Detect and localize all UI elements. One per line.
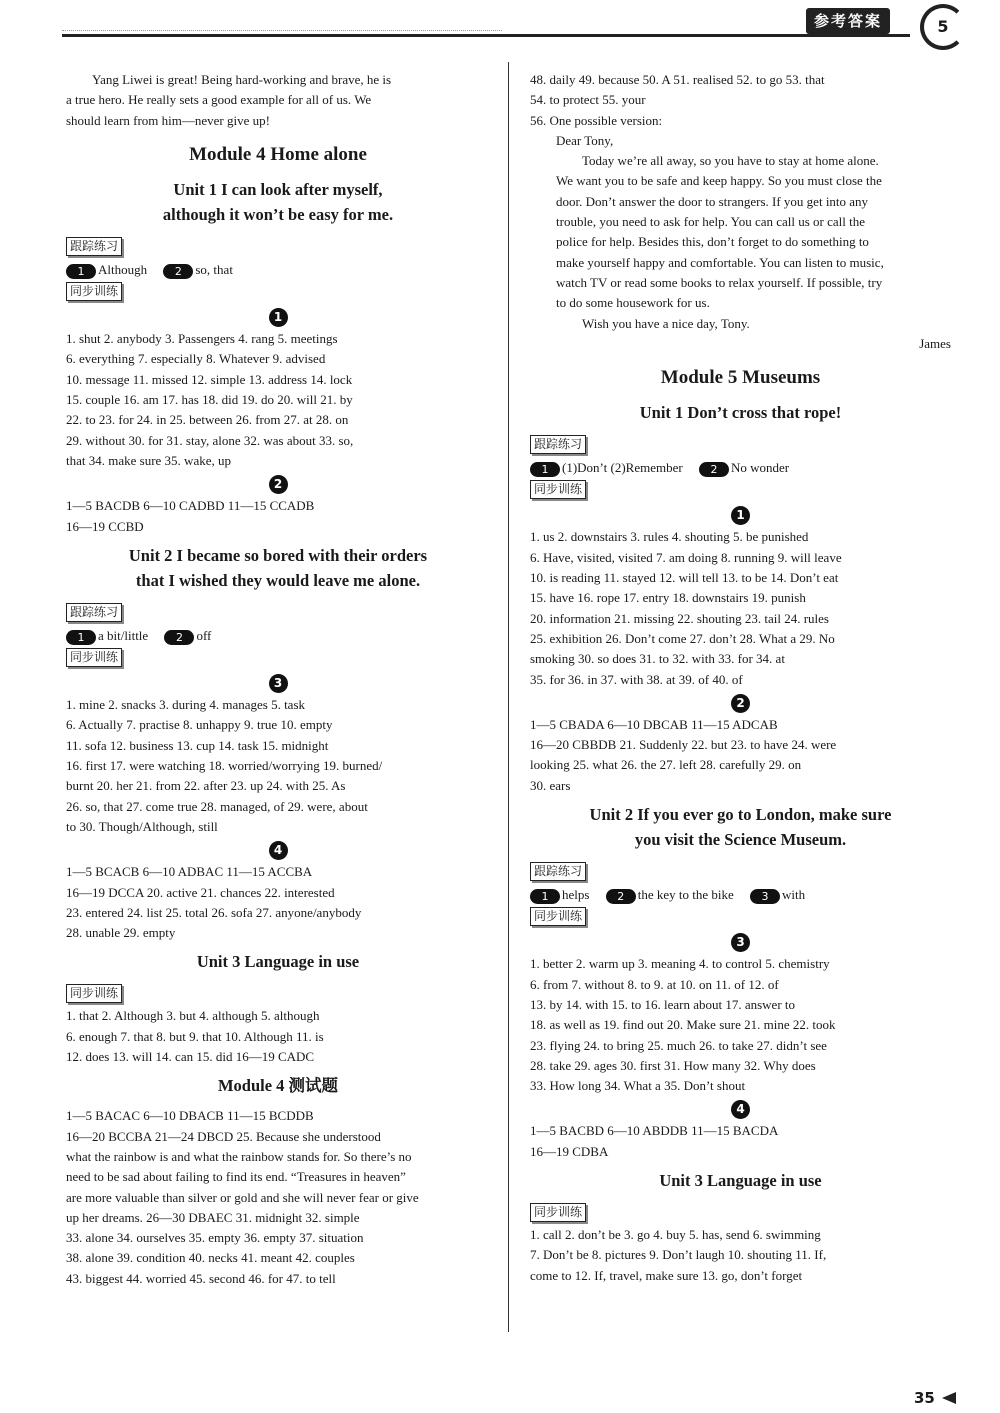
answer-line: 1—5 BACBD 6—10 ABDDB 11—15 BACDA: [530, 1123, 779, 1139]
answer-line: 1—5 BACDB 6—10 CADBD 11—15 CCADB: [66, 498, 315, 514]
answer-text: so, that: [195, 261, 233, 277]
answer-text: the key to the bike: [637, 887, 734, 903]
answer-block: [530, 954, 951, 1096]
answer-line: 23. entered 24. list 25. total 26. sofa 27. anyone/anybody: [66, 904, 362, 920]
left-column: [66, 70, 490, 1289]
answer-line: 6. from 7. without 8. to 9. at 10. on 11. of 12. of: [530, 976, 779, 992]
sync-training-tag: 同步训练: [66, 282, 122, 301]
letter-line: to do some housework for us.: [556, 295, 710, 311]
letter-line: watch TV or read some books to relax yourself. If possible, try: [556, 274, 883, 290]
answer-line: 23. flying 24. to bring 25. much 26. to take 27. didn’t see: [530, 1037, 827, 1053]
answer-block: [530, 527, 951, 689]
answer-line: to 30. Though/Although, still: [66, 818, 218, 834]
answer-line: burnt 20. her 21. from 22. after 23. up 24. with 25. As: [66, 778, 346, 794]
answer-line: 16—19 CCBD: [66, 518, 144, 534]
answer-text: helps: [562, 887, 590, 903]
answer-line: smoking 30. so does 31. to 32. with 33. for 34. at: [530, 651, 785, 667]
answer-line: 16—20 BCCBA 21—24 DBCD 25. Because she understood: [66, 1128, 381, 1144]
sync-training-tag: 同步训练: [530, 480, 586, 499]
answer-line: 54. to protect 55. your: [530, 92, 646, 108]
number-badge: 1: [66, 630, 96, 645]
title-line: Unit 2 I became so bored with their orders: [128, 545, 428, 565]
intro-paragraph: [66, 70, 490, 131]
letter-line: police for help. Besides this, don’t forget to do something to: [556, 234, 869, 250]
title-line: that I wished they would leave me alone.: [135, 570, 421, 590]
answer-line: 28. unable 29. empty: [66, 925, 176, 941]
answer-line: 29. without 30. for 31. stay, alone 32. was about 33. so,: [66, 432, 354, 448]
answer-line: that 34. make sure 35. wake, up: [66, 452, 231, 468]
sync-training-tag: 同步训练: [530, 907, 586, 926]
answer-block: [530, 1225, 951, 1286]
unit-2-title: [66, 543, 490, 593]
answer-block: [66, 862, 490, 943]
answer-line: 10. message 11. missed 12. simple 13. address 14. lock: [66, 371, 353, 387]
answer-text: No wonder: [730, 460, 790, 476]
answer-line: 11. sofa 12. business 13. cup 14. task 15. midnight: [66, 737, 329, 753]
module-5-title: Module 5 Museums: [660, 367, 821, 389]
page-arrow-icon: [942, 1392, 956, 1404]
answer-line: 1—5 BCACB 6—10 ADBAC 11—15 ACCBA: [66, 864, 313, 880]
answer-text: off: [196, 627, 212, 643]
section-number-icon: 1: [269, 308, 288, 327]
answer-line: 22. to 23. for 24. in 25. between 26. from 27. at 28. on: [66, 412, 349, 428]
module-4-test-title: Module 4 测试题: [217, 1076, 339, 1096]
answer-line: come to 12. If, travel, make sure 13. go, don’t forget: [530, 1267, 803, 1283]
sync-training-tag: 同步训练: [66, 984, 122, 1003]
answer-line: 1. that 2. Although 3. but 4. although 5. although: [66, 1008, 320, 1024]
answer-line: 6. Actually 7. practise 8. unhappy 9. true 10. empty: [66, 717, 333, 733]
section-number-icon: 3: [269, 674, 288, 693]
letter-line: make yourself happy and comfortable. You can listen to music,: [556, 254, 884, 270]
section-number-icon: 3: [731, 933, 750, 952]
page-number: 35: [914, 1389, 935, 1407]
unit-1-title: Unit 1 Don’t cross that rope!: [639, 403, 842, 423]
answer-line: 16—20 CBBDB 21. Suddenly 22. but 23. to have 24. were: [530, 737, 837, 753]
answer-line: 26. so, that 27. come true 28. managed, of 29. were, about: [66, 798, 368, 814]
sync-training-tag: 同步训练: [530, 1203, 586, 1222]
answer-text: (1)Don’t (2)Remember: [562, 460, 683, 476]
answer-line: 1—5 CBADA 6—10 DBCAB 11—15 ADCAB: [530, 716, 778, 732]
letter-salutation: Dear Tony,: [556, 132, 614, 148]
track-practice-tag: 跟踪练习: [66, 237, 122, 256]
answer-line: 43. biggest 44. worried 45. second 46. for 47. to tell: [66, 1270, 336, 1286]
answer-block: [530, 1121, 951, 1162]
answer-line: 1. mine 2. snacks 3. during 4. manages 5. task: [66, 697, 306, 713]
sample-letter: [530, 131, 951, 354]
answer-block: [530, 715, 951, 796]
answer-line: 7. Don’t be 8. pictures 9. Don’t laugh 10. shouting 11. If,: [530, 1247, 827, 1263]
answer-line: are more valuable than silver or gold and she will never fear or give: [66, 1189, 419, 1205]
number-badge: 2: [699, 462, 729, 477]
answer-line: need to be sad about failing to find its end. “Treasures in heaven”: [66, 1169, 406, 1185]
title-line: Unit 1 I can look after myself,: [173, 179, 383, 199]
number-badge: 2: [163, 264, 193, 279]
title-line: although it won’t be easy for me.: [162, 204, 394, 224]
answer-line: 33. How long 34. What a 35. Don’t shout: [530, 1078, 746, 1094]
answer-line: 6. Have, visited, visited 7. am doing 8. running 9. will leave: [530, 549, 842, 565]
number-badge: 3: [750, 889, 780, 904]
answer-line: 28. take 29. ages 30. first 31. How many 32. Why does: [530, 1057, 816, 1073]
answer-line: 13. by 14. with 15. to 16. learn about 17. answer to: [530, 996, 796, 1012]
text-line: Yang Liwei is great! Being hard-working and brave, he is: [92, 72, 392, 87]
unit-2-title: [530, 802, 951, 852]
answer-line: 56. One possible version:: [530, 112, 663, 128]
answer-block: [66, 1106, 490, 1289]
title-line: you visit the Science Museum.: [634, 830, 847, 850]
answer-line: 16—19 DCCA 20. active 21. chances 22. interested: [66, 884, 335, 900]
answer-line: 16. first 17. were watching 18. worried/worrying 19. burned/: [66, 758, 383, 774]
track-answers: [530, 885, 951, 905]
answer-line: 1—5 BACAC 6—10 DBACB 11—15 BCDDB: [66, 1108, 314, 1124]
answer-line: 1. us 2. downstairs 3. rules 4. shouting 5. be punished: [530, 529, 809, 545]
answer-text: with: [781, 887, 806, 903]
answer-line: 10. is reading 11. stayed 12. will tell 13. to be 14. Don’t eat: [530, 570, 839, 586]
number-badge: 1: [530, 462, 560, 477]
header-dotted-rule: [62, 30, 502, 31]
answer-line: 12. does 13. will 14. can 15. did 16—19 CADC: [66, 1049, 315, 1065]
unit-3-title: Unit 3 Language in use: [196, 952, 360, 972]
text-line: should learn from him—never give up!: [66, 112, 270, 128]
title-line: Unit 2 If you ever go to London, make sure: [589, 805, 892, 825]
track-answers: [66, 260, 490, 280]
letter-signature: James: [919, 335, 951, 351]
letter-closing: Wish you have a nice day, Tony.: [582, 315, 750, 331]
section-number-icon: 2: [731, 694, 750, 713]
answer-line: 6. everything 7. especially 8. Whatever 9. advised: [66, 351, 326, 367]
track-answers: [66, 626, 490, 646]
header-rule: [62, 34, 910, 37]
track-practice-tag: 跟踪练习: [530, 435, 586, 454]
answer-line: 1. call 2. don’t be 3. go 4. buy 5. has, send 6. swimming: [530, 1226, 821, 1242]
sync-training-tag: 同步训练: [66, 648, 122, 667]
answer-text: a bit/little: [98, 627, 149, 643]
answer-line: 35. for 36. in 37. with 38. at 39. of 40. of: [530, 671, 743, 687]
number-badge: 2: [164, 630, 194, 645]
column-divider: [508, 62, 509, 1332]
answer-text: Although: [98, 261, 148, 277]
answer-line: 33. alone 34. ourselves 35. empty 36. empty 37. situation: [66, 1230, 364, 1246]
letter-line: Today we’re all away, so you have to stay at home alone.: [582, 153, 879, 169]
answer-line: 48. daily 49. because 50. A 51. realised 52. to go 53. that: [530, 72, 825, 87]
answer-block: [66, 695, 490, 837]
unit-3-title: Unit 3 Language in use: [659, 1170, 822, 1190]
number-badge: 1: [530, 889, 560, 904]
answer-line: 15. couple 16. am 17. has 18. did 19. do 20. will 21. by: [66, 392, 353, 408]
text-line: a true hero. He really sets a good example for all of us. We: [66, 92, 372, 108]
answer-line: 1. better 2. warm up 3. meaning 4. to control 5. chemistry: [530, 956, 830, 972]
answer-line: 38. alone 39. condition 40. necks 41. meant 42. couples: [66, 1250, 355, 1266]
section-number-icon: 4: [731, 1100, 750, 1119]
answer-line: 15. have 16. rope 17. entry 18. downstairs 19. punish: [530, 590, 806, 606]
answer-line: up her dreams. 26—30 DBAEC 31. midnight 32. simple: [66, 1209, 360, 1225]
answer-line: 30. ears: [530, 777, 571, 793]
answer-line: what the rainbow is and what the rainbow stands for. So there’s no: [66, 1148, 412, 1164]
answer-line: 1. shut 2. anybody 3. Passengers 4. rang 5. meetings: [66, 331, 338, 347]
answer-block: [66, 1006, 490, 1067]
number-badge: 2: [606, 889, 636, 904]
module-4-title: Module 4 Home alone: [189, 143, 367, 165]
answer-block: [530, 70, 951, 131]
header-logo-icon: 5: [920, 4, 966, 50]
answer-block: [66, 496, 490, 537]
answer-line: 6. enough 7. that 8. but 9. that 10. Although 11. is: [66, 1028, 324, 1044]
answer-line: 20. information 21. missing 22. shouting 23. tail 24. rules: [530, 610, 829, 626]
answer-line: 18. as well as 19. find out 20. Make sure 21. mine 22. took: [530, 1017, 836, 1033]
answer-line: 16—19 CDBA: [530, 1143, 609, 1159]
letter-line: door. Don’t answer the door to strangers. If you get into any: [556, 193, 869, 209]
unit-1-title: [66, 177, 490, 227]
answer-block: [66, 329, 490, 471]
track-practice-tag: 跟踪练习: [66, 603, 122, 622]
section-number-icon: 1: [731, 506, 750, 525]
header-badge: 参考答案: [806, 8, 890, 34]
letter-line: trouble, you need to ask for help. You can call us or call the: [556, 214, 866, 230]
section-number-icon: 2: [269, 475, 288, 494]
track-answers: [530, 458, 951, 478]
section-number-icon: 4: [269, 841, 288, 860]
answer-line: looking 25. what 26. the 27. left 28. carefully 29. on: [530, 757, 802, 773]
letter-line: We want you to be safe and keep happy. So you must close the: [556, 173, 882, 189]
answer-line: 25. exhibition 26. Don’t come 27. don’t 28. What a 29. No: [530, 630, 835, 646]
right-column: [530, 70, 951, 1286]
number-badge: 1: [66, 264, 96, 279]
track-practice-tag: 跟踪练习: [530, 862, 586, 881]
